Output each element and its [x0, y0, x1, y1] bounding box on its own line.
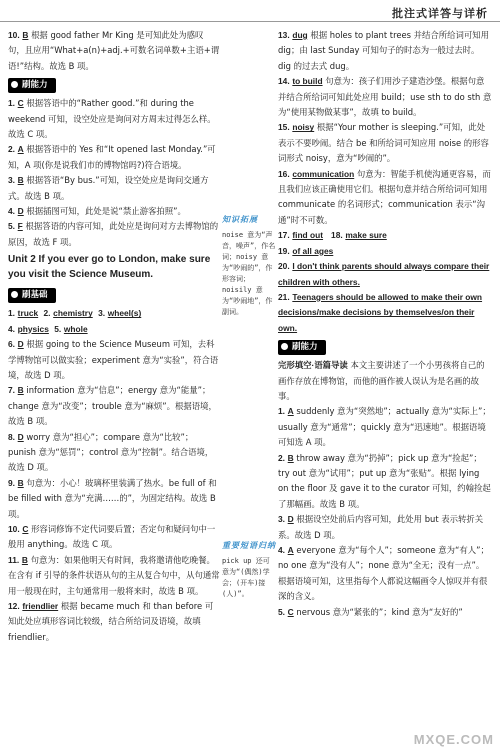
- answer-entry: 5. C nervous 意为“紧张的”；kind 意为“友好的”: [278, 606, 463, 617]
- answer-entry: 3. B 根据答语“By bus.”可知，设空处应是询问交通方式。故选 B 项。: [8, 175, 209, 201]
- answer-entry: 6. D 根据 going to the Science Museum 可知，去科学博物馆可以做实验；experiment 意为“实验”，符合语境，故选 D 项。: [8, 339, 219, 380]
- margin-note: pick up 还可意为“(偶然)学会；(开车)接(人)”。: [222, 557, 270, 598]
- answer-entry: 2. A 根据答语中的 Yes 和“It opened last Monday.”可知，A 项(你是说我们市的博物馆吗?)符合语境。: [8, 144, 216, 170]
- answer-entry: 20. I don't think parents should always compare their children with others.: [278, 261, 490, 287]
- header-divider: [0, 21, 500, 22]
- answer-entry: 1. A suddenly 意为“突然地”；actually 意为“实际上”；usually 意为“通常”；quickly 意为“迅速地”。根据语境可知选 A 项。: [278, 406, 491, 448]
- answer-entry: 16. communication 句意为：智能手机使沟通更容易，而且我们应该正确使用它们。根据句意并结合所给词可知用 communicate 的名词形式；communication 表示“沟通”时不可数。: [278, 168, 491, 225]
- answer-entry: 4. D 根据插图可知，此处是说“禁止游客拍照”。: [8, 206, 186, 217]
- answer-entry: 11. B 句意为：如果他明天有时间，我将邀请他吃晚餐。在含有 if 引导的条件状语从句的主从复合句中，从句通常用一般现在时，主句通常用一般将来时，故选 B 项。: [8, 554, 220, 596]
- answer-entry: 15. noisy 根据“Your mother is sleeping.”可知，此处表示不要吵闹。结合 be 和所给词可知应用 noise 的形容词形式 noisy，意为“吵闹的”。: [278, 122, 489, 164]
- answer-entry: 4. A everyone 意为“每个人”；someone 意为“有人”；no one 意为“没有人”；none 意为“全无；没有一点”。根据语境可知，这里指每个人都说这幅画令人惊叹并有很深的含义。: [278, 545, 489, 602]
- section-banner: 刷基础: [8, 287, 56, 303]
- answer-entry: 9. B 句意为：小心！玻璃杯里装满了热水。be full of 和 be filled with 意为“充满……的”，为固定结构。故选 B 项。: [8, 477, 217, 519]
- answer-entry: 1. C 根据答语中的“Rather good.”和 during the weekend 可知，设空处应是询问对方周末过得怎么样。故选 C 项。: [8, 98, 216, 140]
- answer-entry: 2. B throw away 意为“扔掉”；pick up 意为“捡起”；try out 意为“试用”；put up 意为“张贴”。根据 lying on the floor 及 gave it to the curator 可知，约翰捡起了那幅画。故选 B 项。: [278, 452, 491, 509]
- answer-entry: 13. dug 根据 holes to plant trees 并结合所给词可知用 dig；由 last Sunday 可知句子的时态为一般过去时。dig 的过去式 dug。: [278, 30, 490, 71]
- header-title: 批注式详答与详析: [392, 7, 488, 20]
- answer-entry: 10. C 形容词修饰不定代词要后置；否定句和疑问句中一般用 anything。故选 C 项。: [8, 523, 216, 550]
- answer-line: 19. of all ages: [278, 245, 334, 256]
- answer-entry: 7. B information 意为“信息”；energy 意为“能量”；change 意为“改变”；trouble 意为“麻烦”。根据语境，故选 B 项。: [8, 385, 217, 427]
- right-column: [278, 28, 492, 620]
- section-banner: 刷能力: [278, 339, 326, 355]
- answer-entry: 21. Teenagers should be allowed to make their own decisions/make decisions by themselves/on their own.: [278, 291, 483, 333]
- cloze-intro: 完形填空·语篇导读 本文主要讲述了一个小男孩将自己的画作存放在博物馆，而他的画作被人误认为是名画的故事。: [278, 360, 485, 401]
- vocab-line: 4. physics 5. whole: [8, 323, 88, 334]
- answer-entry: 12. friendlier 根据 became much 和 than before 可知此处应填形容词比较级，结合所给词及语境，故填 friendlier。: [8, 601, 214, 642]
- margin-tag: 重要短语归纳: [222, 541, 276, 550]
- section-banner: 刷能力: [8, 77, 56, 93]
- left-column: [8, 28, 220, 645]
- answer-entry: 3. D 根据设空处前后内容可知，此处用 but 表示转折关系。故选 D 项。: [278, 514, 484, 540]
- margin-note: noise 意为“声音，噪声”，作名词；noisy 意为“吵闹的”，作形容词；noisily 意为“吵闹地”，作副词。: [222, 231, 276, 316]
- unit-title: Unit 2 If you ever go to London, make sure you visit the Science Museum.: [8, 254, 211, 281]
- watermark: MXQE.COM: [413, 732, 494, 747]
- answer-line: 17. find out 18. make sure: [278, 230, 387, 241]
- answer-entry: 14. to build 句意为：孩子们用沙子建造沙堡。根据句意并结合所给词可知此处应用 build；use sth to do sth 意为“使用某物做某事”，故填 to build。: [278, 76, 492, 118]
- answer-entry: 8. D worry 意为“担心”；compare 意为“比较”；punish 意为“惩罚”；control 意为“控制”。结合语境，故选 D 项。: [8, 431, 214, 473]
- page-header: [0, 0, 500, 24]
- answer-entry: 10. B 根据 good father Mr King 是可知此处为感叹句，且应用“What+a(n)+adj.+可数名词单数+主语+谓语!”结构。故选 B 项。: [8, 30, 220, 71]
- margin-tag: 知识拓展: [222, 215, 258, 224]
- vocab-line: 1. truck 2. chemistry 3. wheel(s): [8, 308, 142, 319]
- answer-entry: 5. F 根据答语的内容可知，此处应是询问对方去博物馆的原因，故选 F 项。: [8, 221, 219, 247]
